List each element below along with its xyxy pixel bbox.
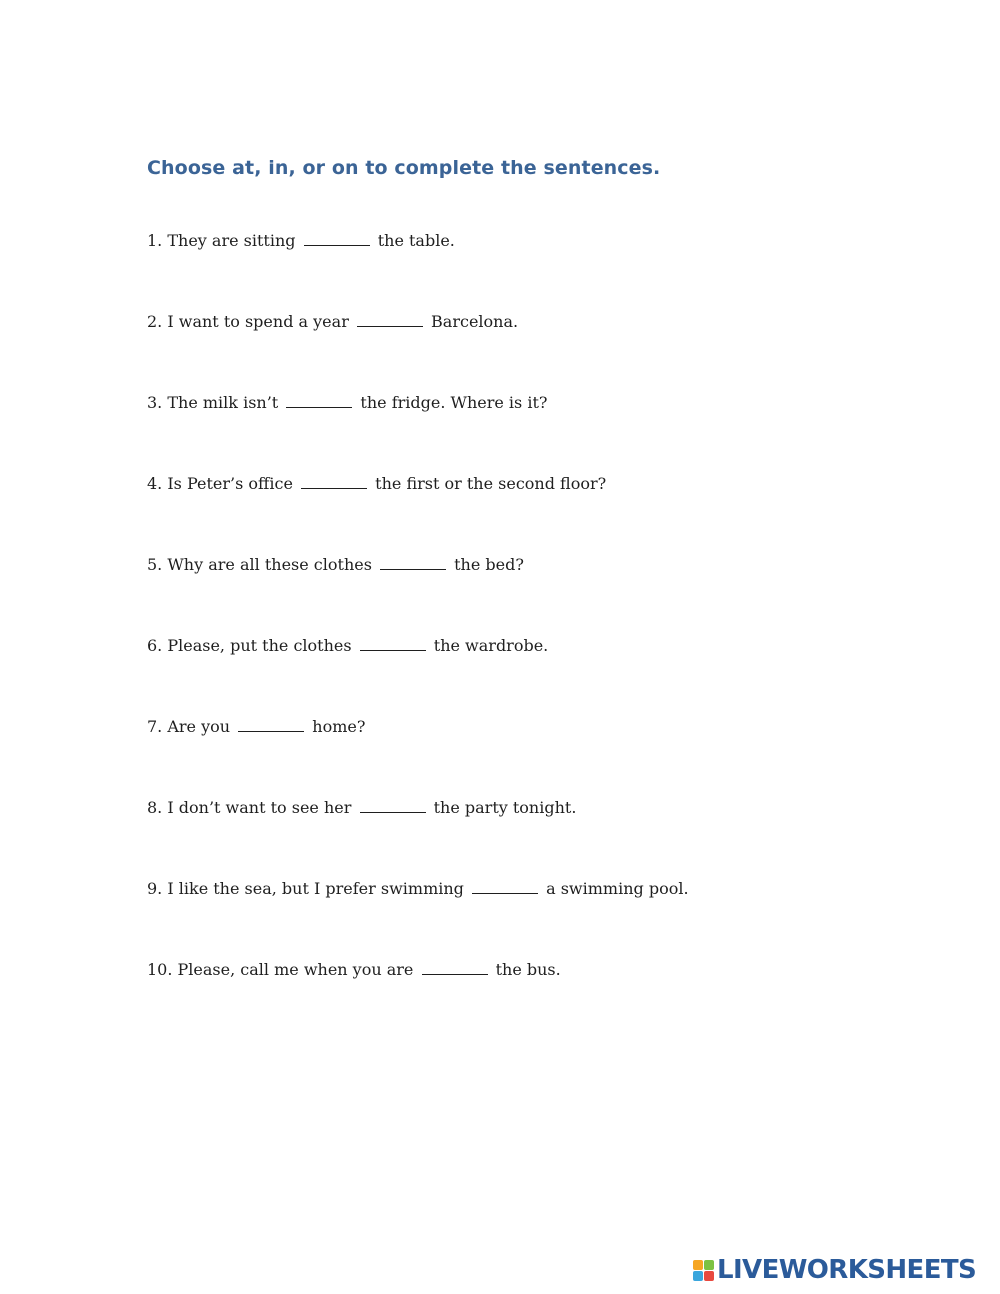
question-text-before: 6. Please, put the clothes xyxy=(147,636,352,655)
question-8 xyxy=(147,797,576,819)
question-text-after: the fridge. Where is it? xyxy=(360,393,548,412)
question-text-before: 10. Please, call me when you are xyxy=(147,960,414,979)
worksheet-title: Choose at, in, or on to complete the sentences. xyxy=(147,157,661,179)
question-6 xyxy=(147,635,548,657)
question-text-before: 9. I like the sea, but I prefer swimming xyxy=(147,879,464,898)
question-text-before: 5. Why are all these clothes xyxy=(147,555,372,574)
question-7 xyxy=(147,716,365,738)
answer-blank-6[interactable] xyxy=(360,635,426,651)
logo-tile-icon xyxy=(693,1271,703,1281)
question-4 xyxy=(147,473,606,495)
answer-blank-5[interactable] xyxy=(380,554,446,570)
question-9 xyxy=(147,878,689,900)
answer-blank-8[interactable] xyxy=(360,797,426,813)
question-text-after: a swimming pool. xyxy=(546,879,689,898)
question-text-after: the bed? xyxy=(454,555,524,574)
liveworksheets-brand xyxy=(693,1255,976,1285)
question-text-before: 4. Is Peter’s office xyxy=(147,474,293,493)
question-2 xyxy=(147,311,518,333)
brand-name: LIVEWORKSHEETS xyxy=(717,1255,977,1285)
question-5 xyxy=(147,554,524,576)
answer-blank-7[interactable] xyxy=(238,716,304,732)
answer-blank-2[interactable] xyxy=(357,311,423,327)
question-text-before: 3. The milk isn’t xyxy=(147,393,279,412)
question-10 xyxy=(147,959,561,981)
question-text-before: 8. I don’t want to see her xyxy=(147,798,352,817)
answer-blank-9[interactable] xyxy=(472,878,538,894)
question-text-before: 7. Are you xyxy=(147,717,231,736)
question-text-after: the table. xyxy=(377,231,455,250)
logo-tile-icon xyxy=(704,1260,714,1270)
logo-tile-icon xyxy=(704,1271,714,1281)
question-text-after: Barcelona. xyxy=(431,312,519,331)
answer-blank-4[interactable] xyxy=(301,473,367,489)
answer-blank-1[interactable] xyxy=(304,230,370,246)
question-text-after: the party tonight. xyxy=(433,798,577,817)
liveworksheets-logo-icon xyxy=(693,1260,714,1281)
question-text-before: 1. They are sitting xyxy=(147,231,296,250)
question-text-after: the bus. xyxy=(495,960,561,979)
answer-blank-10[interactable] xyxy=(422,959,488,975)
question-text-after: the wardrobe. xyxy=(433,636,549,655)
question-text-before: 2. I want to spend a year xyxy=(147,312,349,331)
question-1 xyxy=(147,230,455,252)
question-text-after: the first or the second floor? xyxy=(375,474,607,493)
answer-blank-3[interactable] xyxy=(286,392,352,408)
question-3 xyxy=(147,392,547,414)
question-text-after: home? xyxy=(312,717,366,736)
logo-tile-icon xyxy=(693,1260,703,1270)
